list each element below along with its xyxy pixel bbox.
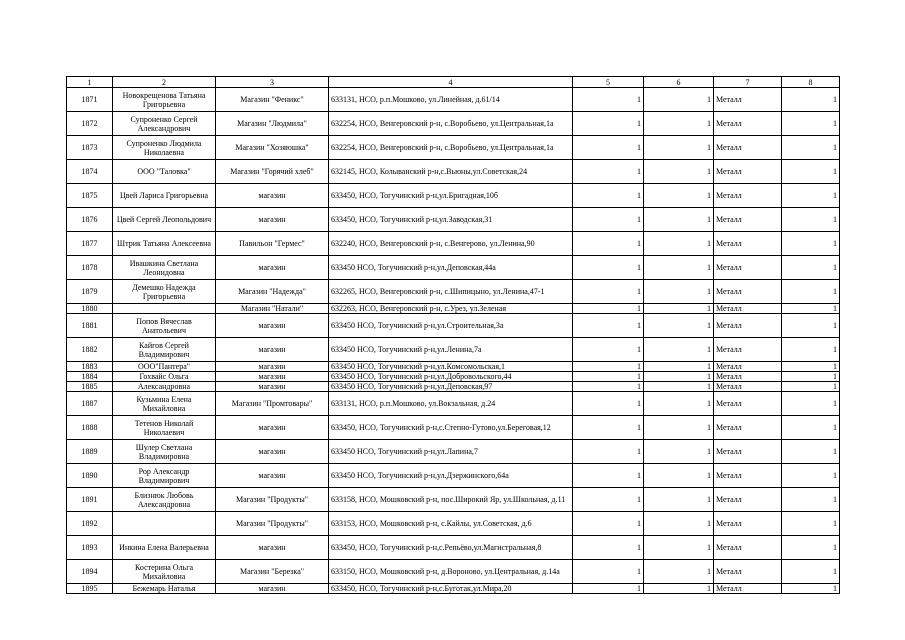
column-8-cell: 1 (782, 184, 840, 208)
row-number-cell: 1877 (67, 232, 113, 256)
store-name-cell: Магазин "Березка" (216, 560, 329, 584)
table-row (67, 280, 840, 304)
column-6-cell: 1 (644, 512, 714, 536)
column-6-cell: 1 (644, 392, 714, 416)
column-6-cell: 1 (644, 464, 714, 488)
column-6-cell: 1 (644, 232, 714, 256)
column-5-cell: 1 (573, 304, 644, 314)
store-name-cell: магазин (216, 184, 329, 208)
address-cell: 633153, НСО, Мошковский р-н, с.Кайлы, ул.Советская, д.6 (329, 512, 573, 536)
row-number-cell: 1874 (67, 160, 113, 184)
address-cell: 633450 НСО, Тогучинский р-н,ул.Строительная,3а (329, 314, 573, 338)
column-6-cell: 1 (644, 416, 714, 440)
table-row (67, 160, 840, 184)
column-8-cell: 1 (782, 304, 840, 314)
header-cell: 4 (329, 77, 573, 88)
column-5-cell: 1 (573, 392, 644, 416)
store-name-cell: магазин (216, 440, 329, 464)
store-name-cell: магазин (216, 314, 329, 338)
column-8-cell: 1 (782, 416, 840, 440)
row-number-cell: 1894 (67, 560, 113, 584)
column-8-cell: 1 (782, 280, 840, 304)
address-cell: 632265, НСО, Венгеровский р-н, с.Шипицыно, ул.Ленина,47-1 (329, 280, 573, 304)
material-cell: Металл (714, 338, 782, 362)
store-name-cell: магазин (216, 372, 329, 382)
column-5-cell: 1 (573, 372, 644, 382)
column-5-cell: 1 (573, 314, 644, 338)
material-cell: Металл (714, 512, 782, 536)
row-number-cell: 1895 (67, 584, 113, 594)
row-number-cell: 1890 (67, 464, 113, 488)
address-cell: 632254, НСО, Венгеровский р-н, с.Воробьево, ул.Центральная,1а (329, 112, 573, 136)
owner-name-cell: Инкина Елена Валерьевна (113, 536, 216, 560)
table-row (67, 314, 840, 338)
store-name-cell: Магазин "Промтовары" (216, 392, 329, 416)
column-6-cell: 1 (644, 208, 714, 232)
column-6-cell: 1 (644, 372, 714, 382)
store-name-cell: магазин (216, 338, 329, 362)
row-number-cell: 1879 (67, 280, 113, 304)
column-6-cell: 1 (644, 280, 714, 304)
column-5-cell: 1 (573, 512, 644, 536)
material-cell: Металл (714, 584, 782, 594)
row-number-cell: 1873 (67, 136, 113, 160)
column-6-cell: 1 (644, 160, 714, 184)
table-row (67, 382, 840, 392)
table-row (67, 184, 840, 208)
table-row (67, 136, 840, 160)
address-cell: 633131, НСО, р.п.Мошково, ул.Вокзальная, д.24 (329, 392, 573, 416)
store-name-cell: магазин (216, 584, 329, 594)
column-5-cell: 1 (573, 208, 644, 232)
column-8-cell: 1 (782, 314, 840, 338)
column-6-cell: 1 (644, 304, 714, 314)
column-8-cell: 1 (782, 560, 840, 584)
column-5-cell: 1 (573, 112, 644, 136)
table-row (67, 208, 840, 232)
header-cell: 3 (216, 77, 329, 88)
table-row (67, 304, 840, 314)
store-name-cell: Магазин "Продукты" (216, 512, 329, 536)
material-cell: Металл (714, 392, 782, 416)
row-number-cell: 1883 (67, 362, 113, 372)
row-number-cell: 1882 (67, 338, 113, 362)
material-cell: Металл (714, 304, 782, 314)
address-cell: 633450 НСО, Тогучинский р-н,ул.Дзержинского,64а (329, 464, 573, 488)
store-name-cell: Магазин "Надежда" (216, 280, 329, 304)
column-5-cell: 1 (573, 232, 644, 256)
owner-name-cell: Супроненко Сергей Александрович (113, 112, 216, 136)
store-name-cell: магазин (216, 416, 329, 440)
header-cell: 5 (573, 77, 644, 88)
owner-name-cell (113, 304, 216, 314)
header-cell: 8 (782, 77, 840, 88)
address-cell: 633450 НСО, Тогучинский р-н,ул.Ленина,7а (329, 338, 573, 362)
row-number-cell: 1891 (67, 488, 113, 512)
column-8-cell: 1 (782, 208, 840, 232)
column-6-cell: 1 (644, 488, 714, 512)
column-5-cell: 1 (573, 488, 644, 512)
table-row (67, 372, 840, 382)
row-number-cell: 1887 (67, 392, 113, 416)
column-5-cell: 1 (573, 464, 644, 488)
address-cell: 633450, НСО, Тогучинский р-н,с.Степно-Гутово,ул.Береговая,12 (329, 416, 573, 440)
owner-name-cell: Демешко Надежда Григорьевна (113, 280, 216, 304)
owner-name-cell: Бежемарь Наталья (113, 584, 216, 594)
row-number-cell: 1893 (67, 536, 113, 560)
column-6-cell: 1 (644, 184, 714, 208)
column-6-cell: 1 (644, 136, 714, 160)
address-cell: 633450 НСО, Тогучинский р-н,ул.Лапина,7 (329, 440, 573, 464)
address-cell: 633158, НСО, Мошковский р-н, пос.Широкий Яр, ул.Школьная, д.11 (329, 488, 573, 512)
table-row (67, 488, 840, 512)
column-6-cell: 1 (644, 440, 714, 464)
owner-name-cell: Тетенов Николай Николаевич (113, 416, 216, 440)
owner-name-cell: Цвей Сергей Леопольдович (113, 208, 216, 232)
table-row (67, 584, 840, 594)
column-5-cell: 1 (573, 88, 644, 112)
address-cell: 633150, НСО, Мошковский р-н, д.Вороново, ул.Центральная, д.14а (329, 560, 573, 584)
material-cell: Металл (714, 136, 782, 160)
row-number-cell: 1881 (67, 314, 113, 338)
material-cell: Металл (714, 372, 782, 382)
column-8-cell: 1 (782, 512, 840, 536)
row-number-cell: 1875 (67, 184, 113, 208)
header-cell: 6 (644, 77, 714, 88)
material-cell: Металл (714, 488, 782, 512)
material-cell: Металл (714, 536, 782, 560)
column-8-cell: 1 (782, 584, 840, 594)
row-number-cell: 1878 (67, 256, 113, 280)
material-cell: Металл (714, 184, 782, 208)
table-row (67, 112, 840, 136)
column-8-cell: 1 (782, 136, 840, 160)
header-cell: 2 (113, 77, 216, 88)
column-5-cell: 1 (573, 136, 644, 160)
material-cell: Металл (714, 464, 782, 488)
column-5-cell: 1 (573, 382, 644, 392)
owner-name-cell: Штрик Татьяна Алексеевна (113, 232, 216, 256)
header-row (67, 77, 840, 88)
table-row (67, 338, 840, 362)
column-6-cell: 1 (644, 314, 714, 338)
table-row (67, 88, 840, 112)
store-name-cell: магазин (216, 464, 329, 488)
column-6-cell: 1 (644, 560, 714, 584)
owner-name-cell: Костерина Ольга Михайловна (113, 560, 216, 584)
address-cell: 633450 НСО, Тогучинский р-н,ул.Комсомольская,1 (329, 362, 573, 372)
row-number-cell: 1872 (67, 112, 113, 136)
owner-name-cell: Ивашкина Светлана Леонидовна (113, 256, 216, 280)
registry-sheet (66, 76, 840, 594)
header-cell: 1 (67, 77, 113, 88)
column-5-cell: 1 (573, 338, 644, 362)
material-cell: Металл (714, 382, 782, 392)
owner-name-cell: Рор Александр Владимирович (113, 464, 216, 488)
material-cell: Металл (714, 416, 782, 440)
table-row (67, 232, 840, 256)
address-cell: 633450, НСО, Тогучинский р-н,ул.Бригадная,10б (329, 184, 573, 208)
row-number-cell: 1892 (67, 512, 113, 536)
owner-name-cell: ООО"Пантера" (113, 362, 216, 372)
store-name-cell: Магазин "Горячий хлеб" (216, 160, 329, 184)
column-5-cell: 1 (573, 160, 644, 184)
column-6-cell: 1 (644, 256, 714, 280)
material-cell: Металл (714, 232, 782, 256)
store-name-cell: магазин (216, 362, 329, 372)
material-cell: Металл (714, 560, 782, 584)
owner-name-cell: Новокрещенова Татьяна Григорьевна (113, 88, 216, 112)
address-cell: 633450 НСО, Тогучинский р-н,ул.Деповская,97 (329, 382, 573, 392)
table-row (67, 464, 840, 488)
column-8-cell: 1 (782, 392, 840, 416)
row-number-cell: 1884 (67, 372, 113, 382)
column-5-cell: 1 (573, 560, 644, 584)
owner-name-cell: Близнюк Любовь Александровна (113, 488, 216, 512)
store-name-cell: магазин (216, 382, 329, 392)
address-cell: 632240, НСО, Венгеровский р-н, с.Венгерово, ул.Ленина,90 (329, 232, 573, 256)
address-cell: 632145, НСО, Колыванский р-н,с.Вьюны,ул.Советская,24 (329, 160, 573, 184)
address-cell: 632254, НСО, Венгеровский р-н, с.Воробьево, ул.Центральная,1а (329, 136, 573, 160)
store-name-cell: Магазин "Продукты" (216, 488, 329, 512)
row-number-cell: 1880 (67, 304, 113, 314)
material-cell: Металл (714, 440, 782, 464)
row-number-cell: 1871 (67, 88, 113, 112)
column-5-cell: 1 (573, 256, 644, 280)
material-cell: Металл (714, 208, 782, 232)
owner-name-cell: Александровна (113, 382, 216, 392)
table-row (67, 416, 840, 440)
owner-name-cell: Шулер Светлана Владимировна (113, 440, 216, 464)
table-row (67, 392, 840, 416)
row-number-cell: 1885 (67, 382, 113, 392)
column-8-cell: 1 (782, 362, 840, 372)
column-8-cell: 1 (782, 112, 840, 136)
column-5-cell: 1 (573, 584, 644, 594)
column-5-cell: 1 (573, 362, 644, 372)
owner-name-cell (113, 512, 216, 536)
row-number-cell: 1876 (67, 208, 113, 232)
column-5-cell: 1 (573, 280, 644, 304)
address-cell: 633450, НСО, Тогучинский р-н,с.Репьёво,ул.Магистральная,8 (329, 536, 573, 560)
header-cell: 7 (714, 77, 782, 88)
column-8-cell: 1 (782, 488, 840, 512)
store-name-cell: магазин (216, 208, 329, 232)
column-8-cell: 1 (782, 382, 840, 392)
address-cell: 633131, НСО, р.п.Мошково, ул.Линейная, д.61/14 (329, 88, 573, 112)
column-8-cell: 1 (782, 256, 840, 280)
column-6-cell: 1 (644, 584, 714, 594)
column-6-cell: 1 (644, 362, 714, 372)
owner-name-cell: Супроненко Людмила Николаевна (113, 136, 216, 160)
column-8-cell: 1 (782, 88, 840, 112)
store-name-cell: Магазин "Людмила" (216, 112, 329, 136)
address-cell: 632263, НСО, Венгеровский р-н, с.Урез, ул.Зеленая (329, 304, 573, 314)
column-6-cell: 1 (644, 536, 714, 560)
table-row (67, 512, 840, 536)
column-8-cell: 1 (782, 372, 840, 382)
table-row (67, 440, 840, 464)
material-cell: Металл (714, 160, 782, 184)
column-6-cell: 1 (644, 112, 714, 136)
store-name-cell: Магазин "Хозяюшка" (216, 136, 329, 160)
material-cell: Металл (714, 88, 782, 112)
store-name-cell: магазин (216, 536, 329, 560)
column-8-cell: 1 (782, 536, 840, 560)
owner-name-cell: Гохвайс Ольга (113, 372, 216, 382)
column-5-cell: 1 (573, 536, 644, 560)
column-5-cell: 1 (573, 416, 644, 440)
table-row (67, 536, 840, 560)
store-name-cell: Магазин "Натали" (216, 304, 329, 314)
column-8-cell: 1 (782, 338, 840, 362)
column-6-cell: 1 (644, 338, 714, 362)
column-8-cell: 1 (782, 464, 840, 488)
material-cell: Металл (714, 280, 782, 304)
material-cell: Металл (714, 362, 782, 372)
row-number-cell: 1889 (67, 440, 113, 464)
column-8-cell: 1 (782, 440, 840, 464)
address-cell: 633450, НСО, Тогучинский р-н,с.Буготак,ул.Мира,20 (329, 584, 573, 594)
column-8-cell: 1 (782, 232, 840, 256)
owner-name-cell: Кузьмина Елена Михайловна (113, 392, 216, 416)
column-6-cell: 1 (644, 88, 714, 112)
owner-name-cell: Цвей Лариса Григорьевна (113, 184, 216, 208)
material-cell: Металл (714, 112, 782, 136)
store-name-cell: Магазин "Феникс" (216, 88, 329, 112)
address-cell: 633450 НСО, Тогучинский р-н,ул.Добровольского,44 (329, 372, 573, 382)
table-row (67, 560, 840, 584)
row-number-cell: 1888 (67, 416, 113, 440)
address-cell: 633450 НСО, Тогучинский р-н,ул.Деповская,44а (329, 256, 573, 280)
table-row (67, 256, 840, 280)
address-cell: 633450, НСО, Тогучинский р-н,ул.Заводская,31 (329, 208, 573, 232)
column-6-cell: 1 (644, 382, 714, 392)
table-row (67, 362, 840, 372)
column-5-cell: 1 (573, 184, 644, 208)
store-name-cell: Павильон "Гермес" (216, 232, 329, 256)
material-cell: Металл (714, 314, 782, 338)
material-cell: Металл (714, 256, 782, 280)
column-8-cell: 1 (782, 160, 840, 184)
owner-name-cell: Кайгов Сергей Владимирович (113, 338, 216, 362)
store-name-cell: магазин (216, 256, 329, 280)
column-5-cell: 1 (573, 440, 644, 464)
registry-table (66, 76, 840, 594)
owner-name-cell: Попов Вячеслав Анатольевич (113, 314, 216, 338)
owner-name-cell: ООО "Таловка" (113, 160, 216, 184)
